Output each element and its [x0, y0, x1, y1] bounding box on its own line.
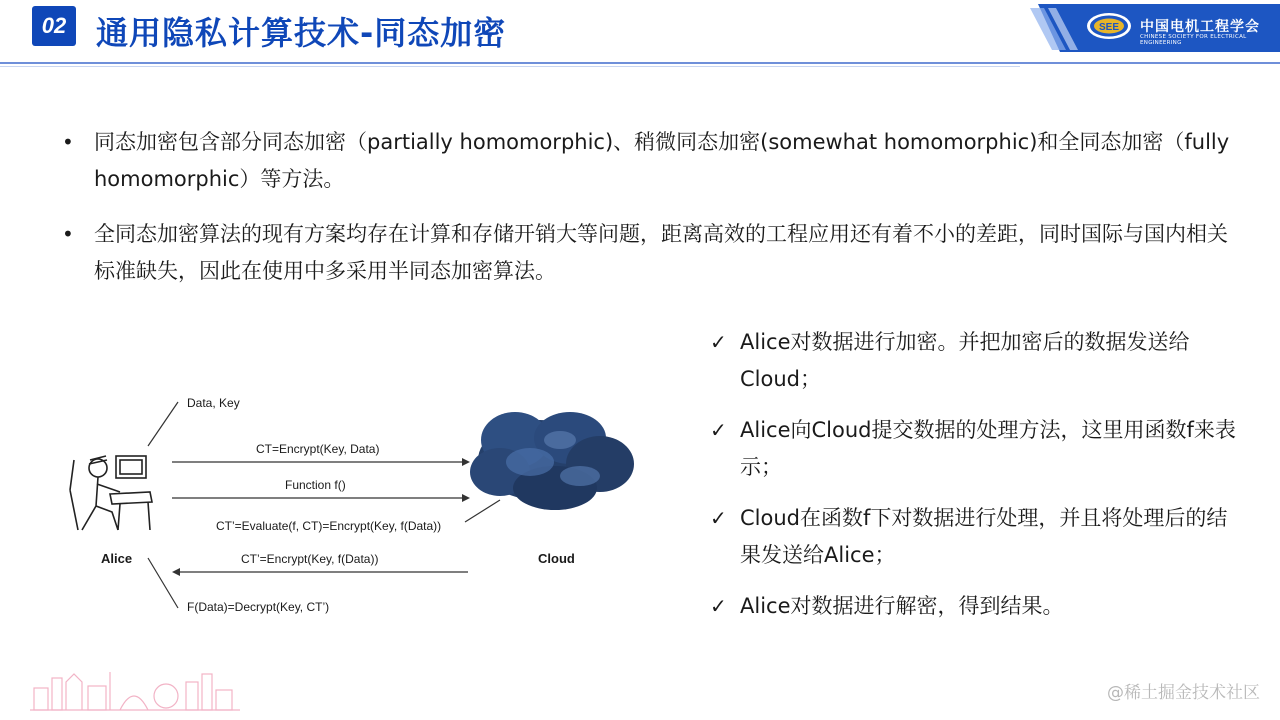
check-list	[708, 324, 1238, 639]
check-icon: ✓	[710, 506, 727, 530]
bullet-icon: •	[62, 130, 74, 154]
check-item	[708, 412, 1238, 486]
check-item	[708, 588, 1238, 625]
cloud-icon	[470, 412, 634, 510]
arrow-head	[462, 494, 470, 502]
check-icon: ✓	[710, 418, 727, 442]
homomorphic-encryption-diagram	[60, 380, 660, 630]
diagram-graphics	[60, 380, 660, 630]
cloud-label: Cloud	[538, 551, 575, 566]
alice-figure-icon	[70, 456, 152, 530]
bullet-text: 全同态加密算法的现有方案均存在计算和存储开销大等问题，距离高效的工程应用还有着不小的差距，同时国际与国内相关标准缺失，因此在使用中多采用半同态加密算法。	[94, 222, 1228, 283]
evaluate-label: CT’=Evaluate(f, CT)=Encrypt(Key, f(Data))	[216, 519, 442, 533]
encrypt-label: CT=Encrypt(Key, Data)	[256, 442, 380, 456]
bullet-item	[60, 124, 1230, 198]
check-text: Alice对数据进行加密。并把加密后的数据发送给Cloud；	[740, 330, 1190, 391]
slide-title: 通用隐私计算技术-同态加密	[96, 14, 507, 52]
alice-label: Alice	[101, 551, 133, 566]
function-label: Function f()	[285, 478, 346, 492]
arrow-head	[172, 568, 180, 576]
section-number-badge: 02	[32, 6, 76, 46]
bullet-list	[60, 124, 1230, 308]
bullet-text: 同态加密包含部分同态加密（partially homomorphic)、稍微同态加密(somewhat homomorphic)和全同态加密（fully homomorphic）等方法。	[94, 130, 1230, 191]
check-icon: ✓	[710, 330, 727, 354]
connector-line	[148, 558, 178, 608]
logo-org-name: 中国电机工程学会	[1140, 19, 1260, 35]
check-item	[708, 324, 1238, 398]
header-divider-thin	[0, 66, 1020, 67]
data-key-label: Data, Key	[187, 396, 240, 410]
check-text: Alice向Cloud提交数据的处理方法，这里用函数f来表示；	[740, 418, 1236, 479]
watermark: @稀土掘金技术社区	[1107, 683, 1260, 703]
bullet-item	[60, 216, 1230, 290]
header-divider	[0, 62, 1280, 64]
skyline-decoration	[30, 652, 240, 712]
connector-line	[148, 402, 178, 446]
check-text: Cloud在函数f下对数据进行处理，并且将处理后的结果发送给Alice；	[740, 506, 1228, 567]
logo-org-name-en: CHINESE SOCIETY FOR ELECTRICAL ENGINEERING	[1140, 34, 1247, 46]
return-label: CT’=Encrypt(Key, f(Data))	[241, 552, 379, 566]
bullet-icon: •	[62, 222, 74, 246]
arrow-head	[462, 458, 470, 466]
check-icon: ✓	[710, 594, 727, 618]
cse-logo-emblem	[1086, 12, 1132, 40]
check-text: Alice对数据进行解密，得到结果。	[740, 594, 1064, 618]
decrypt-label: F(Data)=Decrypt(Key, CT’)	[187, 600, 330, 614]
logo-abbr: SEE	[1098, 22, 1120, 33]
connector-line	[465, 500, 500, 522]
check-item	[708, 500, 1238, 574]
